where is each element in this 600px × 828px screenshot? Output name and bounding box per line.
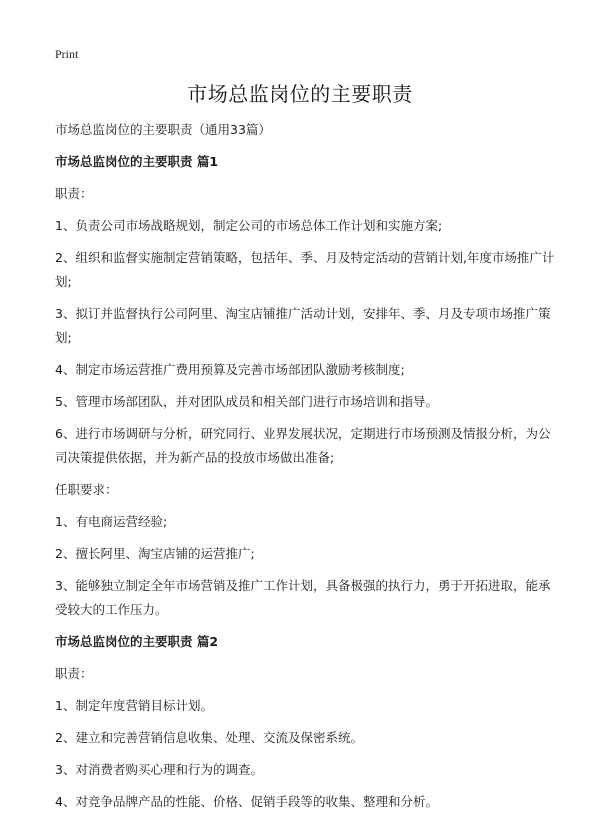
duty-item: 1、负责公司市场战略规划，制定公司的市场总体工作计划和实施方案;: [55, 218, 443, 233]
duty-item: 6、进行市场调研与分析，研究同行、业界发展状况，定期进行市场预测及情报分析，为公司决策提供依据，并为新产品的投放市场做出准备;: [55, 426, 551, 465]
duty-item: 4、制定市场运营推广费用预算及完善市场部团队激励考核制度;: [55, 362, 405, 377]
document-subtitle: 市场总监岗位的主要职责（通用33篇）: [55, 122, 271, 137]
section-heading-2: 市场总监岗位的主要职责 篇2: [55, 634, 219, 649]
duty-item: 5、管理市场部团队，并对团队成员和相关部门进行市场培训和指导。: [55, 394, 438, 409]
document-title: 市场总监岗位的主要职责: [187, 82, 413, 106]
print-label[interactable]: Print: [55, 47, 79, 61]
duty-item: 2、组织和监督实施制定营销策略，包括年、季、月及特定活动的营销计划,年度市场推广计划;: [55, 250, 555, 289]
requirements-label: 任职要求：: [55, 482, 118, 497]
duty-item: 3、对消费者购买心理和行为的调查。: [55, 762, 263, 777]
duty-item: 4、对竞争品牌产品的性能、价格、促销手段等的收集、整理和分析。: [55, 794, 438, 809]
document-body: [55, 118, 555, 822]
requirement-item: 3、能够独立制定全年市场营销及推广工作计划，具备极强的执行力，勇于开拓进取，能承受较大的工作压力。: [55, 578, 551, 617]
section-heading-1: 市场总监岗位的主要职责 篇1: [55, 154, 219, 169]
requirement-item: 1、有电商运营经验;: [55, 514, 168, 529]
duty-item: 3、拟订并监督执行公司阿里、淘宝店铺推广活动计划，安排年、季、月及专项市场推广策划;: [55, 306, 551, 345]
requirement-item: 2、擅长阿里、淘宝店铺的运营推广;: [55, 546, 255, 561]
duty-item: 1、制定年度营销目标计划。: [55, 698, 213, 713]
duties-label: 职责：: [55, 666, 93, 681]
duty-item: 2、建立和完善营销信息收集、处理、交流及保密系统。: [55, 730, 363, 745]
duties-label: 职责：: [55, 186, 93, 201]
